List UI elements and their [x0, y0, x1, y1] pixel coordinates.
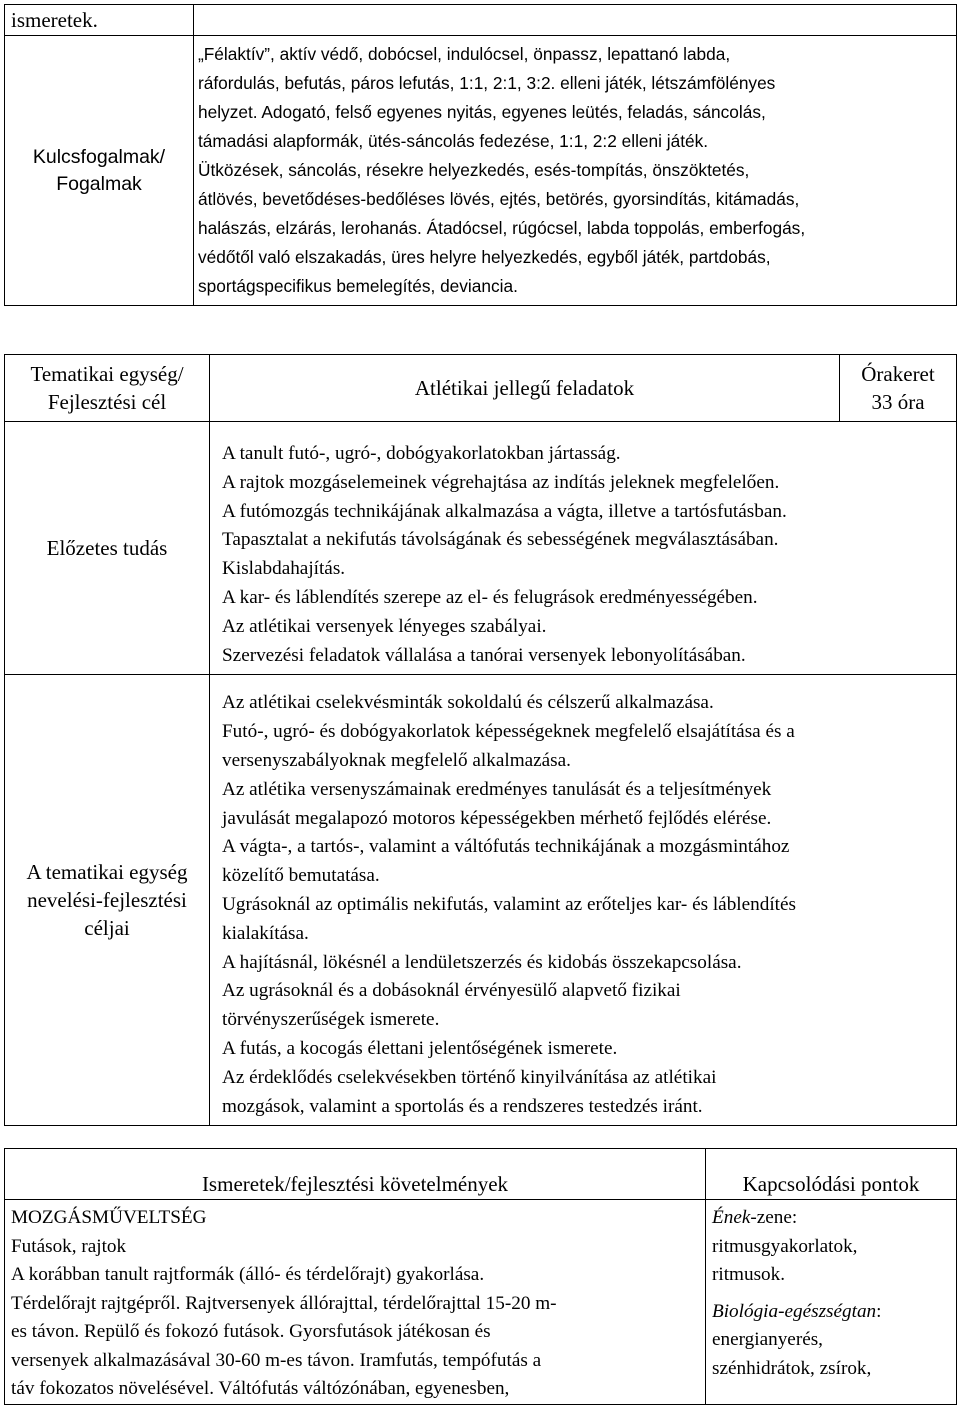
connection-singing: [706, 1200, 956, 1290]
key-concepts-text-cell: [194, 36, 957, 306]
biology-text: : energianyerés, szénhidrátok, zsírok,: [712, 1300, 882, 1379]
connections-text-cell: [706, 1200, 957, 1405]
prior-knowledge-text: A tanult futó-, ugró-, dobógyakorlatokban jártasság. A rajtok mozgáselemeinek végrehajtása az indítás jeleknek megfelelően. A futómozgás technikájának alkalmazása a vágta, illetve a tartósfutásban. Tapasztalat a nekifutás távolságának és sebességének megválasztásában. Kislabdahajítás. A kar- és láblendítés szerepe az el- és felugrások eredményességében. Az atlétikai versenyek lényeges szabályai. Szervezési feladatok vállalása a tanórai versenyek lebonyolításában.: [222, 443, 787, 666]
connections-header-cell: [706, 1149, 957, 1200]
connections-header: Kapcsolódási pontok: [742, 1172, 920, 1196]
key-concepts-label-cell: [5, 36, 194, 306]
requirements-text-cell: [5, 1200, 706, 1405]
thematic-unit-table: [4, 354, 957, 1126]
biology-subject: Biológia-egészségtan: [712, 1300, 877, 1322]
singing-subject: Ének: [712, 1207, 751, 1228]
goals-text-cell: [210, 675, 957, 1126]
top-left-cell: [5, 5, 194, 36]
goals-label-cell: [5, 675, 210, 1126]
key-concepts-label: Kulcsfogalmak/ Fogalmak: [32, 145, 166, 195]
top-right-cell: [194, 5, 957, 36]
unit-label: Tematikai egység/ Fejlesztési cél: [30, 362, 184, 414]
unit-title: Atlétikai jellegű feladatok: [414, 375, 635, 400]
requirements-text: MOZGÁSMŰVELTSÉG Futások, rajtok A korábban tanult rajtformák (álló- és térdelőrajt) gyakorlása. Térdelőrajt rajtgépről. Rajtversenyek állórajttal, térdelőrajttal 15-20 m- es távon. Repülő és fokozó futások. Gyorsfutások játékosan és versenyek alkalmazásával 30-60 m-es távon. Iramfutás, tempófutás a táv fokozatos növelésével. Váltófutás váltózónában, egyenesben,: [11, 1207, 557, 1399]
prior-knowledge-text-cell: [210, 422, 957, 675]
goals-text: Az atlétikai cselekvésminták sokoldalú és célszerű alkalmazása. Futó-, ugró- és dobógyakorlatok képességeknek megfelelő elsajátítása és a versenyszabályoknak megfelelő alkalmazása. Az atlétika versenyszámainak eredményes tanulását és a teljesítmények javulását megalapozó motoros képességekben mérhető fejlődés elérése. A vágta-, a tartós-, valamint a váltófutás technikájának a mozgásmintához közelítő bemutatása. Ugrásoknál az optimális nekifutás, valamint az erőteljes kar- és láblendítés kialakítása. A hajításnál, lökésnél a lendületszerzés és kidobás összekapcsolása. Az ugrásoknál és a dobásoknál érvényesülő alapvető fizikai törvényszerűségek ismerete. A futás, a kocogás élettani jelentőségének ismerete. Az érdeklődés cselekvésekben történő kinyilvánítása az atlétikai mozgások, valamint a sportolás és a rendszeres testedzés iránt.: [222, 692, 796, 1117]
goals-label: A tematikai egység nevelési-fejlesztési céljai: [26, 860, 188, 941]
requirements-table: [4, 1148, 957, 1405]
unit-title-cell: [210, 355, 840, 422]
hours-cell: [840, 355, 957, 422]
requirements-header-cell: [5, 1149, 706, 1200]
concepts-table: [4, 4, 957, 306]
unit-label-cell: [5, 355, 210, 422]
prior-knowledge-label-cell: [5, 422, 210, 675]
connection-biology: [706, 1290, 956, 1384]
prior-knowledge-label: Előzetes tudás: [46, 535, 168, 560]
singing-text: -zene: ritmusgyakorlatok, ritmusok.: [712, 1207, 858, 1285]
top-left-text: ismeretek.: [11, 8, 98, 32]
key-concepts-text: „Félaktív”, aktív védő, dobócsel, indulócsel, önpassz, lepattanó labda, ráfordulás, befutás, páros lefutás, 1:1, 2:1, 3:2. elleni játék, létszámfölényes helyzet. Adogató, felső egyenes nyitás, egyenes leütés, feladás, sáncolás, támadási alapformák, ütés-sáncolás fedezése, 1:1, 2:2 elleni játék. Ütközések, sáncolás, résekre helyezkedés, esés-tompítás, önszöktetés, átlövés, bevetődéses-bedőléses lövés, ejtés, betörés, gyorsindítás, kitámadás, halászás, elzárás, lerohanás. Átadócsel, rúgócsel, labda toppolás, emberfogás, védőtől való elszakadás, üres helyre helyezkedés, egyből játék, partdobás, sportágspecifikus bemelegítés, deviancia.: [198, 44, 806, 296]
requirements-header: Ismeretek/fejlesztési követelmények: [201, 1172, 509, 1196]
hours-label: Órakeret 33 óra: [861, 362, 935, 414]
